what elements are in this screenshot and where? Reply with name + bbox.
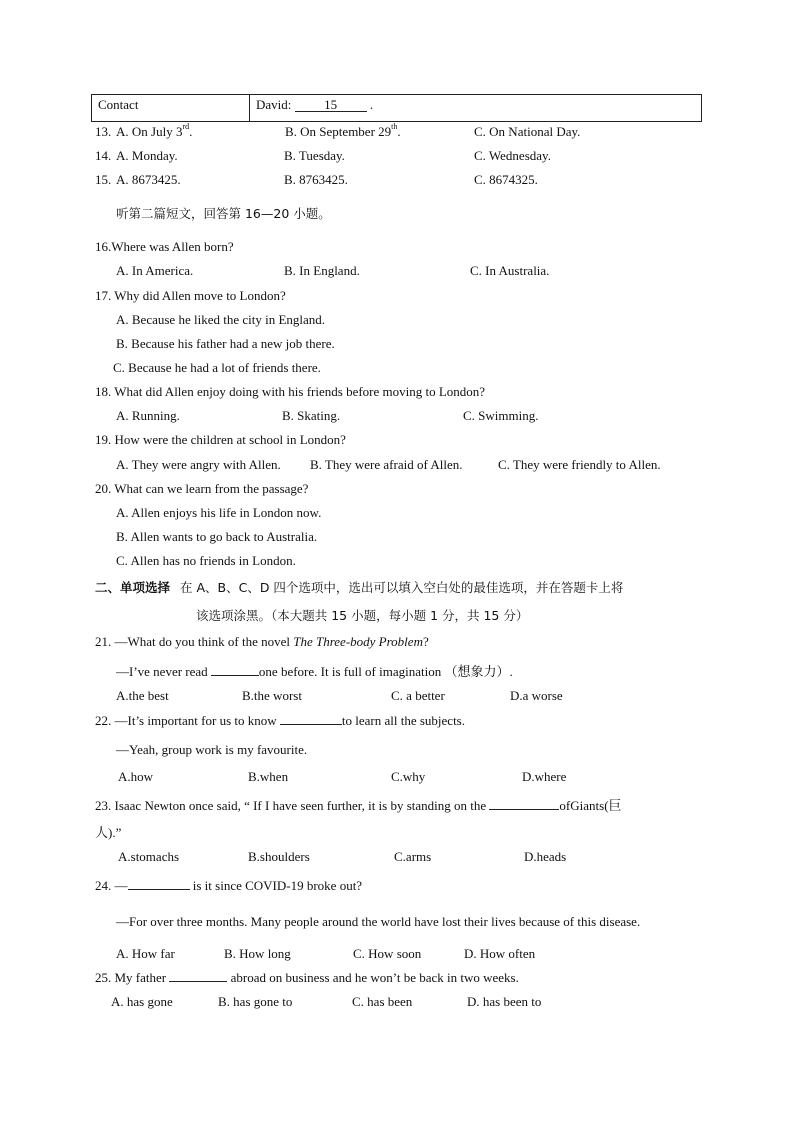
q17-option-b: B. Because his father had a new job there. — [116, 336, 335, 351]
section2-instructions-cont: 该选项涂黑。（本大题共 15 小题，每小题 1 分，共 15 分） — [196, 608, 529, 623]
q22-blank — [280, 724, 342, 725]
q16-option-c: C. In Australia. — [470, 263, 550, 278]
q21-option-d: D.a worse — [510, 688, 563, 703]
q13-option-b: B. On September 29th. — [285, 122, 401, 139]
q13-option-a: A. On July 3rd. — [116, 122, 193, 139]
q21-option-c: C. a better — [391, 688, 445, 703]
q25-option-b: B. has gone to — [218, 994, 293, 1009]
section2-instructions: 在 A、B、C、D 四个选项中，选出可以填入空白处的最佳选项，并在答题卡上将 — [180, 580, 624, 595]
q22-stem: 22. —It’s important for us to know to learn all the subjects. — [95, 713, 465, 728]
q22-reply: —Yeah, group work is my favourite. — [116, 742, 308, 757]
q25-stem: 25. My father abroad on business and he won’t be back in two weeks. — [95, 970, 519, 985]
contact-table — [91, 94, 702, 122]
q23-stem: 23. Isaac Newton once said, “ If I have seen further, it is by standing on the ofGiants(巨 — [95, 798, 622, 813]
q15-number: 15. — [95, 172, 112, 187]
q20-option-c: C. Allen has no friends in London. — [116, 553, 296, 568]
q23-option-c: C.arms — [394, 849, 432, 864]
contact-blank: 15 — [295, 98, 367, 112]
q25-option-d: D. has been to — [467, 994, 542, 1009]
contact-value: David: 15 . — [249, 95, 706, 121]
q23-blank — [489, 809, 559, 810]
q24-option-d: D. How often — [464, 946, 536, 961]
q22-option-d: D.where — [522, 769, 567, 784]
q23-stem-cont: 人).” — [95, 825, 122, 840]
q22-option-a: A.how — [118, 769, 154, 784]
q22-option-c: C.why — [391, 769, 426, 784]
q24-option-c: C. How soon — [353, 946, 422, 961]
passage2-intro: 听第二篇短文，回答第 16—20 小题。 — [116, 206, 331, 221]
q20-stem: 20. What can we learn from the passage? — [95, 481, 309, 496]
q25-blank — [169, 981, 227, 982]
q25-option-c: C. has been — [352, 994, 413, 1009]
q21-stem: 21. —What do you think of the novel The Three-body Problem? — [95, 634, 429, 649]
q24-option-a: A. How far — [116, 946, 175, 961]
q24-blank — [128, 889, 190, 890]
q24-stem: 24. — is it since COVID-19 broke out? — [95, 878, 363, 893]
section2-header — [95, 578, 623, 596]
q20-option-b: B. Allen wants to go back to Australia. — [116, 529, 318, 544]
q19-option-a: A. They were angry with Allen. — [116, 457, 281, 472]
q20-option-a: A. Allen enjoys his life in London now. — [116, 505, 322, 520]
q16-stem: 16.Where was Allen born? — [95, 239, 234, 254]
q25-option-a: A. has gone — [111, 994, 173, 1009]
q13-option-c: C. On National Day. — [474, 124, 581, 139]
q19-option-b: B. They were afraid of Allen. — [310, 457, 463, 472]
q24-option-b: B. How long — [224, 946, 291, 961]
q18-option-b: B. Skating. — [282, 408, 341, 423]
q16-option-a: A. In America. — [116, 263, 194, 278]
q19-stem: 19. How were the children at school in London? — [95, 432, 346, 447]
q14-option-b: B. Tuesday. — [284, 148, 345, 163]
q21-reply: —I’ve never read one before. It is full of imagination （想象力）. — [116, 664, 513, 679]
q22-option-b: B.when — [248, 769, 289, 784]
q17-option-a: A. Because he liked the city in England. — [116, 312, 326, 327]
q16-option-b: B. In England. — [284, 263, 360, 278]
q17-stem: 17. Why did Allen move to London? — [95, 288, 286, 303]
contact-label: Contact — [98, 97, 139, 112]
q14-option-c: C. Wednesday. — [474, 148, 551, 163]
novel-title: The Three-body Problem — [293, 634, 423, 649]
q21-option-a: A.the best — [116, 688, 169, 703]
q18-stem: 18. What did Allen enjoy doing with his friends before moving to London? — [95, 384, 486, 399]
q14-number: 14. — [95, 148, 112, 163]
q23-option-a: A.stomachs — [118, 849, 180, 864]
q17-option-c: C. Because he had a lot of friends there. — [113, 360, 321, 375]
q24-reply: —For over three months. Many people around the world have lost their lives because of this disease. — [116, 914, 641, 929]
q14-option-a: A. Monday. — [116, 148, 178, 163]
q18-option-a: A. Running. — [116, 408, 180, 423]
q15-option-c: C. 8674325. — [474, 172, 538, 187]
q15-option-b: B. 8763425. — [284, 172, 348, 187]
q19-option-c: C. They were friendly to Allen. — [498, 457, 661, 472]
q23-option-d: D.heads — [524, 849, 567, 864]
q21-blank — [211, 675, 259, 676]
section2-title: 二、单项选择 — [95, 580, 171, 595]
q13-number: 13. — [95, 124, 112, 139]
q21-option-b: B.the worst — [242, 688, 302, 703]
q23-option-b: B.shoulders — [248, 849, 310, 864]
q15-option-a: A. 8673425. — [116, 172, 181, 187]
q18-option-c: C. Swimming. — [463, 408, 539, 423]
